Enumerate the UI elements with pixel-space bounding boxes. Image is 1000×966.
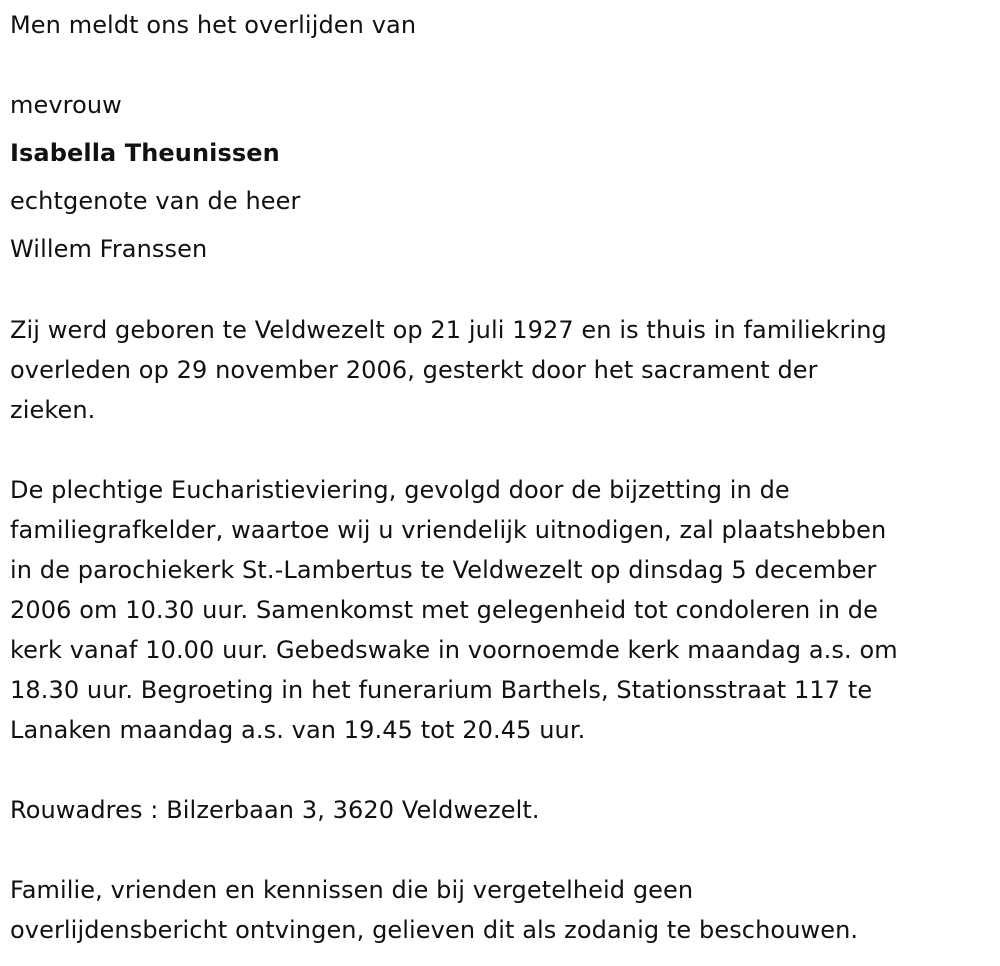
ceremony-line: 2006 om 10.30 uur. Samenkomst met gelegenheid tot condoleren in de [10,596,878,624]
relation-text: echtgenote van de heer [10,187,301,215]
closing-line: overlijdensbericht ontvingen, gelieven dit als zodanig te beschouwen. [10,916,859,944]
closing-line: Familie, vrienden en kennissen die bij vergetelheid geen [10,876,694,904]
ceremony-line: De plechtige Eucharistieviering, gevolgd door de bijzetting in de [10,476,790,504]
title-text: mevrouw [10,91,122,119]
birth-line: overleden op 29 november 2006, gesterkt door het sacrament der [10,356,818,384]
ceremony-line: 18.30 uur. Begroeting in het funerarium Barthels, Stationsstraat 117 te [10,676,873,704]
deceased-name: Isabella Theunissen [10,139,280,167]
ceremony-line: kerk vanaf 10.00 uur. Gebedswake in voornoemde kerk maandag a.s. om [10,636,898,664]
ceremony-line: Lanaken maandag a.s. van 19.45 tot 20.45 uur. [10,716,586,744]
intro-text: Men meldt ons het overlijden van [10,11,417,39]
birth-line: Zij werd geboren te Veldwezelt op 21 juli 1927 en is thuis in familiekring [10,316,887,344]
spouse-name: Willem Franssen [10,235,208,263]
ceremony-line: in de parochiekerk St.-Lambertus te Veldwezelt op dinsdag 5 december [10,556,877,584]
address-text: Rouwadres : Bilzerbaan 3, 3620 Veldwezelt. [10,796,540,824]
birth-line: zieken. [10,396,96,424]
ceremony-line: familiegrafkelder, waartoe wij u vriendelijk uitnodigen, zal plaatshebben [10,516,887,544]
